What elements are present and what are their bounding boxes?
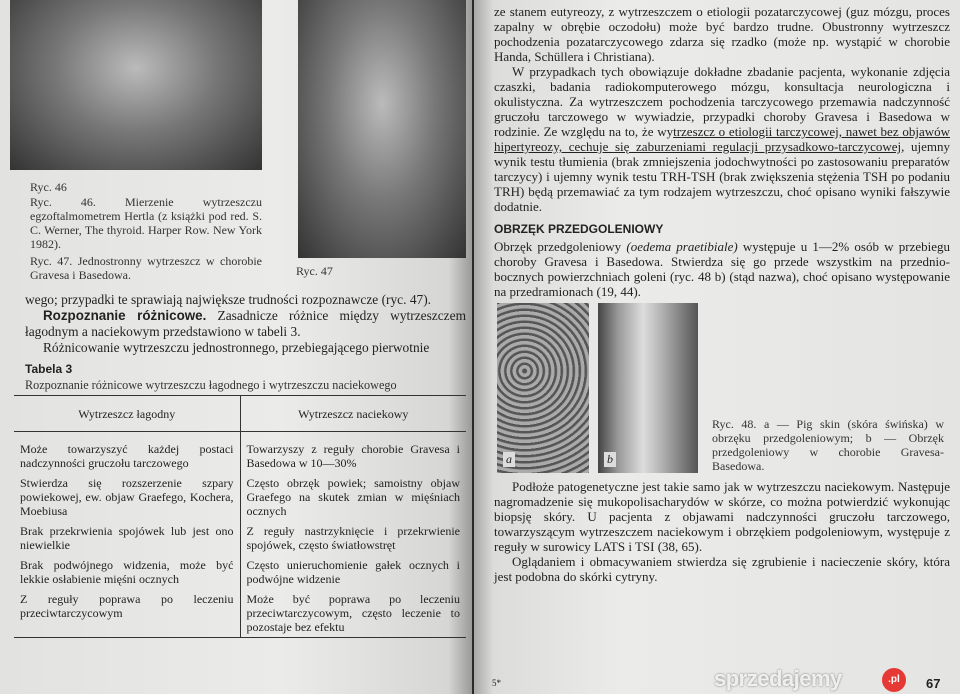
body-text-left (25, 292, 466, 356)
table-cell: Często obrzęk powiek; samoistny objaw Graefego na skutek zmian w mięśniach ocznych (246, 476, 460, 518)
table-cell: Może być poprawa po leczeniu przeciwtarczycowym, często leczenie to pozostaje bez efektu (246, 592, 460, 634)
body-text-right-bottom (494, 479, 950, 584)
bold-lead: Rozpoznanie różnicowe. (43, 308, 207, 323)
figure-48a-photo (497, 303, 589, 473)
figure-48b-photo (598, 303, 698, 473)
left-page (0, 0, 472, 694)
paragraph-text: , ujemny wynik testu tłumienia (brak zmniejszenia jodochwytności po zastosowaniu preparatów tarczycy) i ujemny wynik testu TRH-TSH (brak zwiększenia stężenia TSH po podaniu TRH) będą przemawiać za tym rodzajem wytrzeszczu, choć opisano wyniki fałszywie dodatnie. (494, 139, 950, 214)
table-header: Wytrzeszcz naciekowy (298, 406, 409, 421)
table-title: Tabela 3 (25, 362, 73, 376)
watermark-logo: .pl (882, 668, 906, 692)
table-cell: Z reguły poprawa po leczeniu przeciwtarczycowym (14, 589, 240, 638)
paragraph: wego; przypadki te sprawiają największe trudności rozpoznawcze (ryc. 47). (25, 292, 432, 307)
table-row (14, 589, 466, 638)
figure-47-caption: Ryc. 47. Jednostronny wytrzeszcz w chorobie Gravesa i Basedowa. (30, 254, 262, 282)
paragraph: Oglądaniem i obmacywaniem stwierdza się zgrubienie i nacieczenie skóry, która jest podobna do skórki cytryny. (494, 554, 950, 584)
figure-48 (494, 303, 950, 473)
figure-47-photo (298, 0, 466, 258)
table-cell: Często unieruchomienie gałek ocznych i podwójne widzenie (246, 558, 460, 586)
figure-46-caption: Ryc. 46. Mierzenie wytrzeszczu egzoftalmometrem Hertla (z książki pod red. S. C. Werner, The thyroid. Harper Row. New York 1982). (30, 195, 262, 251)
paragraph (494, 239, 950, 299)
table-header: Wytrzeszcz łagodny (14, 396, 240, 432)
figure-46-label: Ryc. 46 (30, 180, 67, 194)
paragraph (494, 64, 950, 214)
table-cell: Brak podwójnego widzenia, może być lekkie osłabienie mięśni ocznych (14, 555, 240, 589)
paragraph-text: występuje u 1—2% osób w przebiegu choroby Gravesa i Basedowa. Stwierdza się go przede wszystkim na przednio-bocznych powierzchniach goleni (ryc. 48 b) (stąd nazwa), choć opisano występowanie na przedramionach (19, 44). (494, 239, 950, 299)
right-flow (494, 4, 950, 584)
paragraph: Podłoże patogenetyczne jest takie samo jak w wytrzeszczu naciekowym. Następuje nagromadzenie się mukopolisacharydów w skórze, co można potwierdzić wykonując biopsję skóry. U pacjenta z objawami nadczynności gruczołu tarczowego, towarzyszącym wytrzeszczem naciekowym i obrzękiem podgoleniowym, występuje z reguły w surowicy LATS i TSI (38, 65). (494, 479, 950, 554)
figure-48-caption: Ryc. 48. a — Pig skin (skóra świńska) w obrzęku przedgoleniowym; b — Obrzęk przedgoleniowy w chorobie Gravesa-Basedowa. (712, 417, 944, 473)
paragraph: Różnicowanie wytrzeszczu jednostronnego, przebiegającego pierwotnie (43, 340, 430, 355)
table-cell: Towarzyszy z reguły chorobie Gravesa i Basedowa w 10—30% (246, 442, 460, 470)
table-subtitle: Rozpoznanie różnicowe wytrzeszczu łagodnego i wytrzeszczu naciekowego (25, 378, 397, 392)
table-row (14, 473, 466, 521)
paragraph-text: Zasadnicze różnice między wytrzeszczem łagodnym a naciekowym przedstawiono w tabeli 3. (25, 308, 466, 339)
comparison-table (14, 395, 466, 638)
signature-mark: 5* (492, 678, 501, 688)
figure-label-a: a (503, 452, 515, 467)
table-cell: Brak przekrwienia spojówek lub jest ono niewielkie (14, 521, 240, 555)
paragraph-text: W przypadkach tych obowiązuje dokładne zbadanie pacjenta, wykonanie zdjęcia czaszki, badania radiokomputerowego mózgu, konsultacja neurologiczna i okulistyczna. Za wytrzeszczem pochodzenia tarczycowego przemawia nadczynność gruczołu tarczowego w wywiadzie, przypadki choroby Gravesa i Basedowa w rodzinie. Ze względu na to, że wy (494, 64, 950, 139)
latin-term: (oedema praetibiale) (626, 239, 738, 254)
paragraph (25, 308, 466, 340)
underlined-text: trzeszcz o etiologii tarczycowej, nawet bez objawów hipertyreozy, cechuje się zaburzeniami regulacji przysadkowo-tarczycowej (494, 124, 950, 154)
right-page (474, 0, 960, 694)
table-cell: Może towarzyszyć każdej postaci nadczynności gruczołu tarczowego (14, 432, 240, 474)
table-cell: Stwierdza się rozszerzenie szpary powiekowej, ew. objaw Graefego, Kochera, Moebiusa (14, 473, 240, 521)
paragraph: ze stanem eutyreozy, z wytrzeszczem o etiologii pozatarczycowej (guz mózgu, proces zapalny w obrębie oczodołu) może być bardzo trudne. Obustronny wytrzeszcz pochodzenia pozatarczycowego zdarza się rzadko (może np. wystąpić w chorobie Handa, Schüllera i Christiana). (494, 4, 950, 64)
paragraph-text: Obrzęk przedgoleniowy (494, 239, 627, 254)
body-text-right-top (494, 4, 950, 214)
table-cell: Z reguły nastrzyknięcie i przekrwienie spojówek, często światłowstręt (246, 524, 460, 552)
left-flow (20, 292, 466, 638)
table-row (14, 555, 466, 589)
table-row (14, 521, 466, 555)
watermark: sprzedajemy (714, 666, 842, 691)
table-row (14, 432, 466, 474)
section-heading: OBRZĘK PRZEDGOLENIOWY (494, 222, 664, 236)
figure-46-photo (10, 0, 262, 170)
page-number: 67 (926, 676, 941, 691)
figure-47-label: Ryc. 47 (296, 264, 333, 278)
figure-label-b: b (604, 452, 616, 467)
